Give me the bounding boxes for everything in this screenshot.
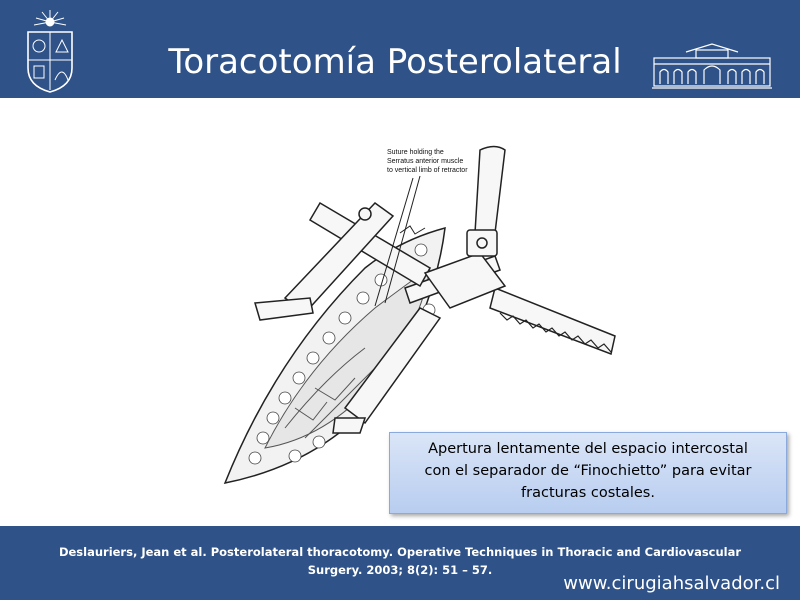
annotation-line: Suture holding the	[387, 149, 444, 156]
website-url[interactable]: www.cirugiahsalvador.cl	[563, 573, 780, 594]
building-windows	[660, 66, 764, 84]
annotation-line: to vertical limb of retractor	[387, 167, 468, 174]
citation-line: Surgery. 2003; 8(2): 51 – 57.	[307, 563, 493, 577]
annotation-line: Serratus anterior muscle	[387, 158, 464, 165]
hospital-building-logo	[652, 42, 772, 92]
callout-line: con el separador de “Finochietto” para evitar	[424, 463, 752, 479]
citation-line: Deslauriers, Jean et al. Posterolateral thoracotomy. Operative Techniques in Thoracic and Cardiovascular	[58, 545, 742, 559]
university-crest-logo	[20, 8, 80, 96]
figure-annotation	[387, 148, 468, 175]
slide-title: Toracotomía Posterolateral	[168, 42, 622, 82]
callout-box	[389, 432, 787, 514]
callout-line: fracturas costales.	[521, 485, 655, 501]
sun-rays-icon	[34, 10, 66, 26]
callout-line: Apertura lentamente del espacio intercostal	[428, 441, 748, 457]
